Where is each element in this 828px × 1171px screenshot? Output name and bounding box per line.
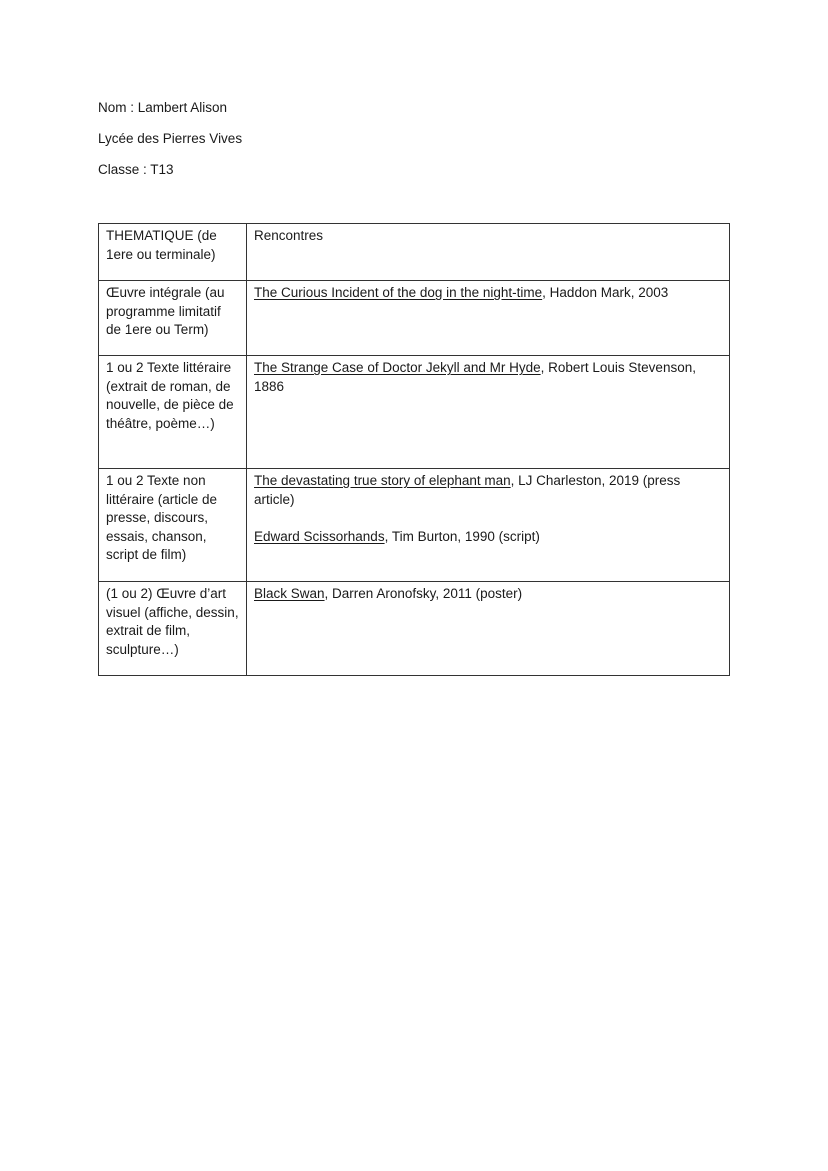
table-row-oeuvre-art-visuel xyxy=(99,582,730,676)
row-content xyxy=(247,469,730,582)
entry-title: The Curious Incident of the dog in the night-time xyxy=(254,285,543,300)
works-table xyxy=(98,223,730,676)
class-name: Classe : T13 xyxy=(98,162,174,177)
entry xyxy=(254,585,722,604)
row-label: 1 ou 2 Texte littéraire (extrait de roman, de nouvelle, de pièce de théâtre, poème…) xyxy=(99,356,247,469)
entry xyxy=(254,528,722,547)
entry-details: , Tim Burton, 1990 (script) xyxy=(384,529,540,544)
entry xyxy=(254,472,722,509)
table-row-texte-non-litteraire xyxy=(99,469,730,582)
student-name: Nom : Lambert Alison xyxy=(98,100,228,115)
entry-title: The devastating true story of elephant man xyxy=(254,473,511,488)
row-content xyxy=(247,356,730,469)
row-label: THEMATIQUE (de 1ere ou terminale) xyxy=(99,224,247,281)
entry xyxy=(254,227,722,246)
entry-text: Rencontres xyxy=(254,228,324,243)
row-label: Œuvre intégrale (au programme limitatif de 1ere ou Term) xyxy=(99,281,247,356)
entry-details: , Darren Aronofsky, 2011 (poster) xyxy=(324,586,523,601)
row-content xyxy=(247,281,730,356)
row-content xyxy=(247,224,730,281)
entry-details: , Robert Louis Stevenson, 1886 xyxy=(254,360,696,394)
student-header xyxy=(98,99,242,192)
entry xyxy=(254,284,722,303)
entry-title: The Strange Case of Doctor Jekyll and Mr Hyde xyxy=(254,360,541,375)
row-content xyxy=(247,582,730,676)
table-row-thematique xyxy=(99,224,730,281)
table-row-texte-litteraire xyxy=(99,356,730,469)
table-row-oeuvre-integrale xyxy=(99,281,730,356)
entry-details: , LJ Charleston, 2019 (press article) xyxy=(254,473,681,507)
row-label: (1 ou 2) Œuvre d’art visuel (affiche, dessin, extrait de film, sculpture…) xyxy=(99,582,247,676)
entry xyxy=(254,359,722,396)
school-name: Lycée des Pierres Vives xyxy=(98,131,243,146)
entry-title: Black Swan xyxy=(254,586,325,601)
entry-details: , Haddon Mark, 2003 xyxy=(542,285,669,300)
entry-title: Edward Scissorhands xyxy=(254,529,385,544)
row-label: 1 ou 2 Texte non littéraire (article de presse, discours, essais, chanson, script de film) xyxy=(99,469,247,582)
